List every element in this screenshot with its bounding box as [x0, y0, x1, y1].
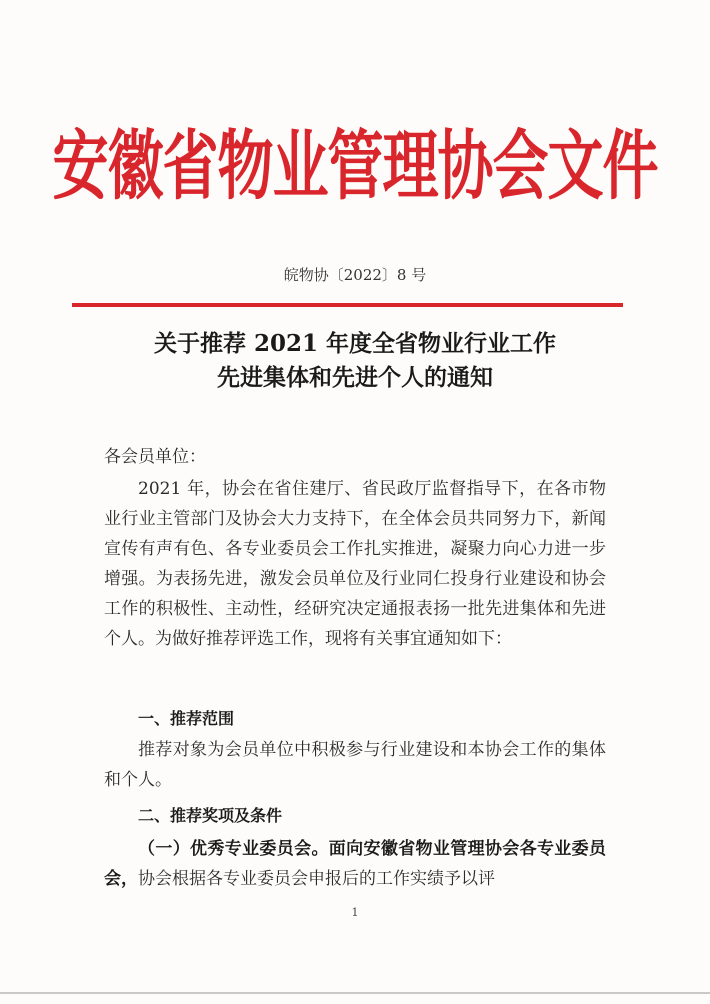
section-2-heading: 二、推荐奖项及条件 [138, 806, 283, 825]
salutation: 各会员单位： [104, 447, 206, 467]
masthead-title: 安徽省物业管理协会文件 [52, 121, 658, 211]
notice-title-line-2: 先进集体和先进个人的通知 [217, 364, 493, 391]
document-number: 皖物协〔2022〕8 号 [283, 266, 427, 284]
section-1-paragraph: 推荐对象为会员单位中积极参与行业建设和本协会工作的集体和个人。 [104, 740, 606, 790]
section-1-heading: 一、推荐范围 [138, 709, 235, 728]
notice-title-line-1: 关于推荐 2021 年度全省物业行业工作 [153, 330, 557, 357]
section-2-item-1-text: 协会根据各专业委员会申报后的工作实绩予以评 [138, 869, 495, 889]
section-2-item-1-lead: （一）优秀专业委员会。面向安徽省物业管理协会各专业委员会， [104, 839, 606, 889]
notice-title [60, 327, 650, 395]
section-2-paragraph [104, 834, 606, 894]
intro-paragraph: 2021 年，协会在省住建厅、省民政厅监督指导下，在各市物业行业主管部门及协会大力支持下，在全体会员共同努力下，新闻宣传有声有色、各专业委员会工作扎实推进，凝聚力向心力进一步增强。为表扬先进，激发会员单位及行业同仁投身行业建设和协会工作的积极性、主动性，经研究决定通报表扬一批先进集体和先进个人。为做好推荐评选工作，现将有关事宜通知如下： [104, 479, 606, 649]
page-number: 1 [351, 906, 359, 919]
red-divider [72, 303, 623, 307]
bottom-border [0, 992, 710, 994]
